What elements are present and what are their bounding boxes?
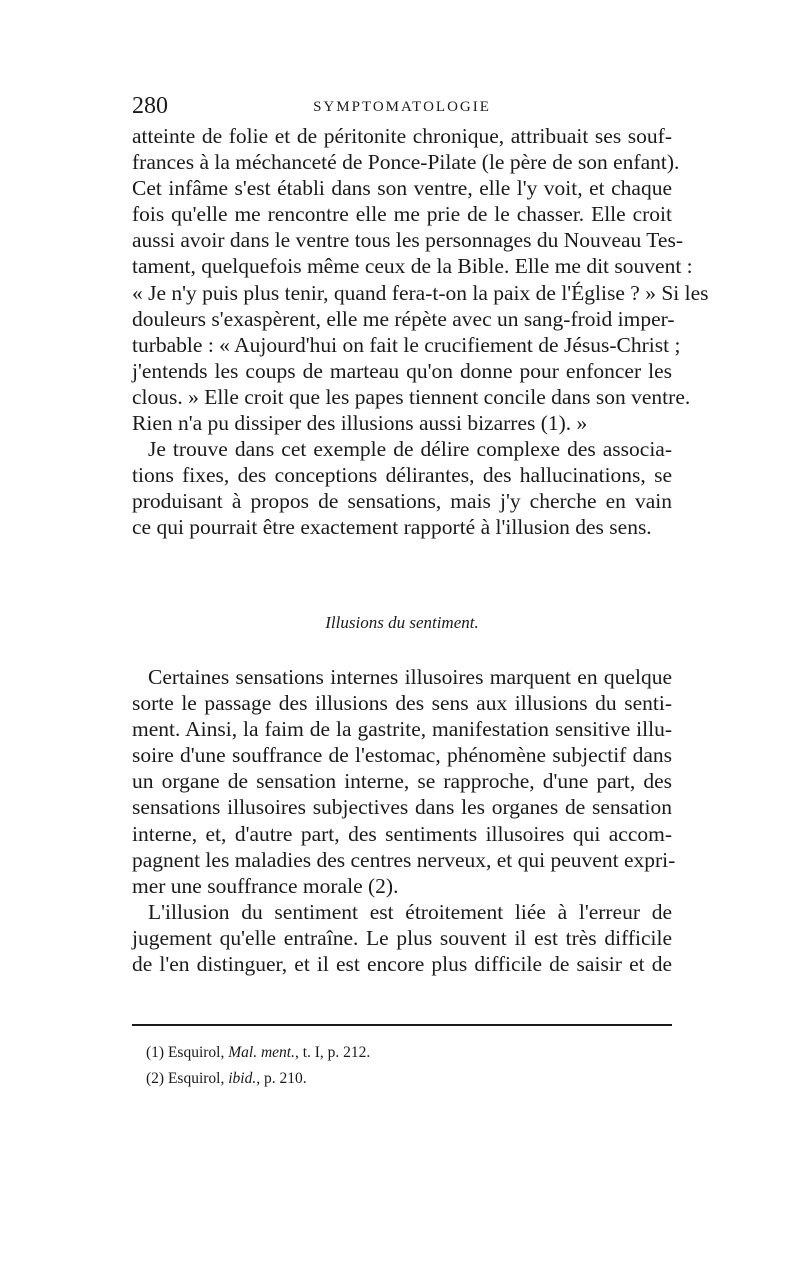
footnote-author: Esquirol, (167, 1044, 225, 1061)
footnote-ref: t. I, p. 212. (302, 1044, 371, 1061)
text-line: ce qui pourrait être exactement rapporté à l'illusion des sens. (132, 515, 652, 540)
text-line: jugement qu'elle entraîne. Le plus souvent il est très difficile (132, 925, 672, 950)
footnote-marker: (1) (146, 1044, 165, 1061)
text-line: frances à la méchanceté de Ponce-Pilate (le père de son enfant). (132, 150, 680, 175)
text-line: Je trouve dans cet exemple de délire complexe des associa- (148, 437, 672, 462)
text-line: j'entends les coups de marteau qu'on donne pour enfoncer les (132, 358, 672, 383)
text-line: Certaines sensations internes illusoires marquent en quelque (148, 665, 672, 689)
text-line: de l'en distinguer, et il est encore plus difficile de saisir et de (132, 952, 672, 977)
text-line: douleurs s'exaspèrent, elle me répète avec un sang-froid imper- (132, 306, 675, 331)
paragraph (132, 899, 672, 977)
text-line: Cet infâme s'est établi dans son ventre, elle l'y voit, et chaque (132, 176, 672, 201)
text-line: interne, et, d'autre part, des sentiments illusoires qui accom- (132, 821, 672, 846)
text-line: un organe de sensation interne, se rapproche, d'une part, des (132, 769, 672, 794)
paragraph-continued (132, 123, 709, 436)
paragraph (132, 664, 676, 899)
footnote-work: ibid., (228, 1070, 261, 1087)
text-line: Rien n'a pu dissiper des illusions aussi bizarres (1). » (132, 411, 588, 436)
footnotes (146, 1040, 666, 1092)
text-line: turbable : « Aujourd'hui on fait le crucifiement de Jésus-Christ ; (132, 332, 681, 357)
text-block-lower (132, 664, 676, 977)
footnote-work: Mal. ment., (228, 1044, 299, 1061)
footnote-1 (146, 1040, 666, 1066)
text-line: soire d'une souffrance de l'estomac, phénomène subjectif dans (132, 743, 672, 768)
text-block-upper (132, 123, 709, 541)
text-line: L'illusion du sentiment est étroitement liée à l'erreur de (148, 899, 672, 924)
text-line: atteinte de folie et de péritonite chronique, attribuait ses souf- (132, 124, 672, 148)
text-line: aussi avoir dans le ventre tous les personnages du Nouveau Tes- (132, 228, 683, 253)
text-line: ment. Ainsi, la faim de la gastrite, manifestation sensitive illu- (132, 717, 672, 742)
footnote-ref: p. 210. (263, 1070, 307, 1087)
footnote-author: Esquirol, (167, 1070, 225, 1087)
paragraph (132, 436, 672, 540)
text-line: clous. » Elle croit que les papes tiennent concile dans son ventre. (132, 384, 691, 409)
text-line: mer une souffrance morale (2). (132, 873, 399, 898)
text-line: « Je n'y puis plus tenir, quand fera-t-on la paix de l'Église ? » Si les (132, 280, 709, 305)
text-line: produisant à propos de sensations, mais j'y cherche en vain (132, 489, 672, 514)
text-line: tament, quelquefois même ceux de la Bible. Elle me dit souvent : (132, 254, 693, 279)
text-line: sorte le passage des illusions des sens aux illusions du senti- (132, 691, 672, 716)
running-head (132, 92, 672, 120)
page-number: 280 (132, 93, 168, 119)
footnote-marker: (2) (146, 1070, 165, 1087)
section-title: Illusions du sentiment. (325, 613, 479, 632)
text-line: fois qu'elle me rencontre elle me prie de le chasser. Elle croit (132, 202, 672, 227)
text-line: sensations illusoires subjectives dans les organes de sensation (132, 795, 672, 820)
text-line: tions fixes, des conceptions délirantes, des hallucinations, se (132, 463, 672, 488)
text-line: pagnent les maladies des centres nerveux, et qui peuvent expri- (132, 847, 676, 872)
running-title: SYMPTOMATOLOGIE (313, 99, 491, 115)
footnote-divider (132, 1024, 672, 1026)
footnote-2 (146, 1066, 666, 1092)
